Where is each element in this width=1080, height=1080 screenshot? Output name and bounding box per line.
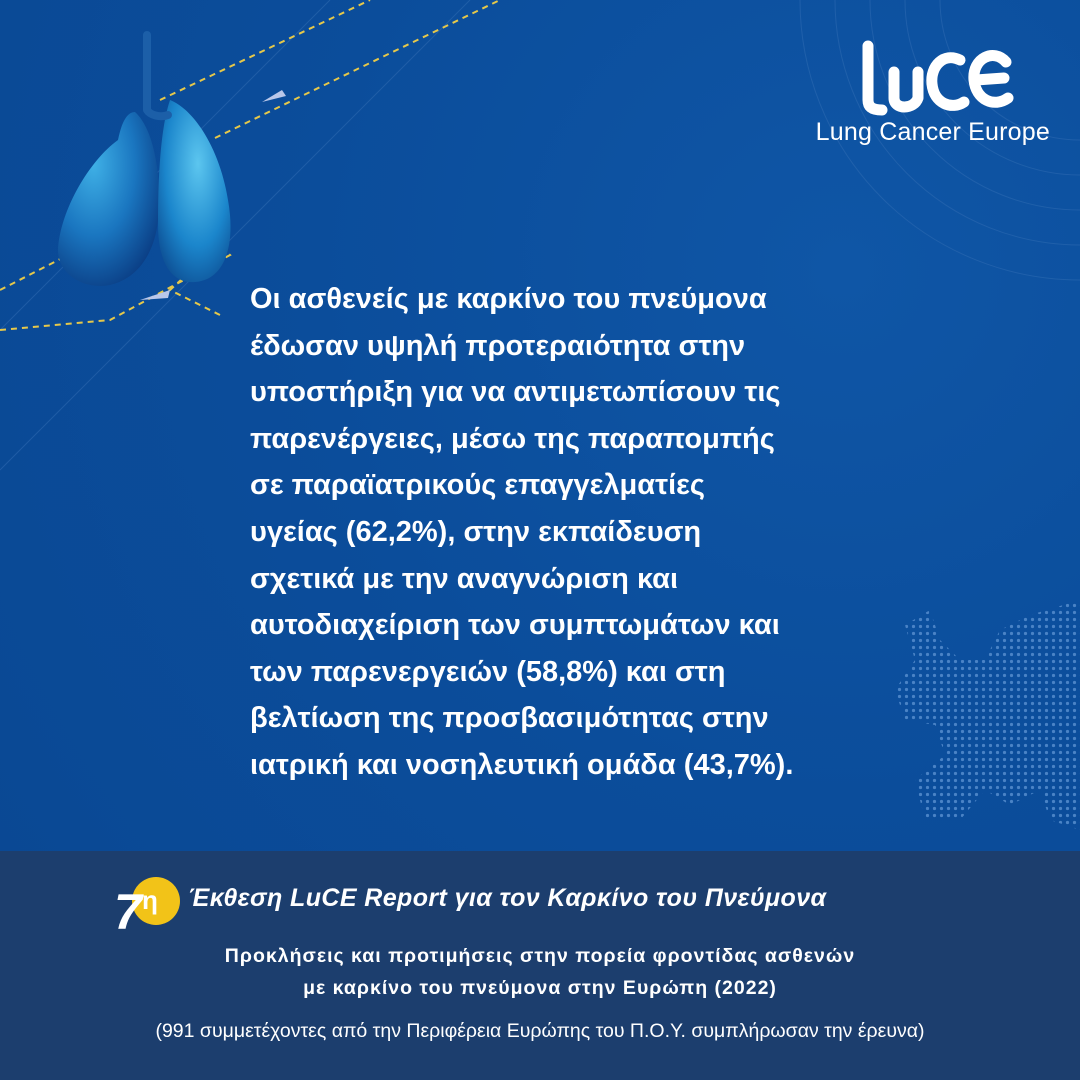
edition-badge xyxy=(110,873,180,933)
edition-suffix: η xyxy=(142,885,158,915)
europe-map-dots xyxy=(895,600,1080,830)
lungs-icon xyxy=(58,35,231,286)
report-note: (991 συμμετέχοντες από την Περιφέρεια Ευρώπης του Π.Ο.Υ. συμπλήρωσαν την έρευνα) xyxy=(155,1020,925,1042)
luce-logo-mark xyxy=(854,38,1014,118)
luce-logo-wordmark: LuCE xyxy=(854,38,857,39)
report-subtitle: Προκλήσεις και προτιμήσεις στην πορεία φροντίδας ασθενών με καρκίνο του πνεύμονα στην Ευρώπη (2022) xyxy=(224,945,856,999)
report-title: Έκθεση LuCE Report για τον Καρκίνο του Πνεύμονα xyxy=(188,884,827,912)
main-statement: Οι ασθενείς με καρκίνο του πνεύμονα έδωσαν υψηλή προτεραιότητα στην υποστήριξη για να αντιμετωπίσουν τις παρενέργειες, μέσω της παραπομπής σε παραϊατρικούς επαγγελματίες υγείας (62,2%), στην εκπαίδευση σχετικά με την αναγνώριση και αυτοδιαχείριση των συμπτωμάτων και των παρενεργειών (58,8%) και στη βελτίωση της προσβασιμότητας στην ιατρική και νοσηλευτική ομάδα (43,7%). xyxy=(250,283,794,781)
brand-name: Lung Cancer Europe xyxy=(815,118,1050,146)
edition-number: 7 xyxy=(114,884,142,933)
